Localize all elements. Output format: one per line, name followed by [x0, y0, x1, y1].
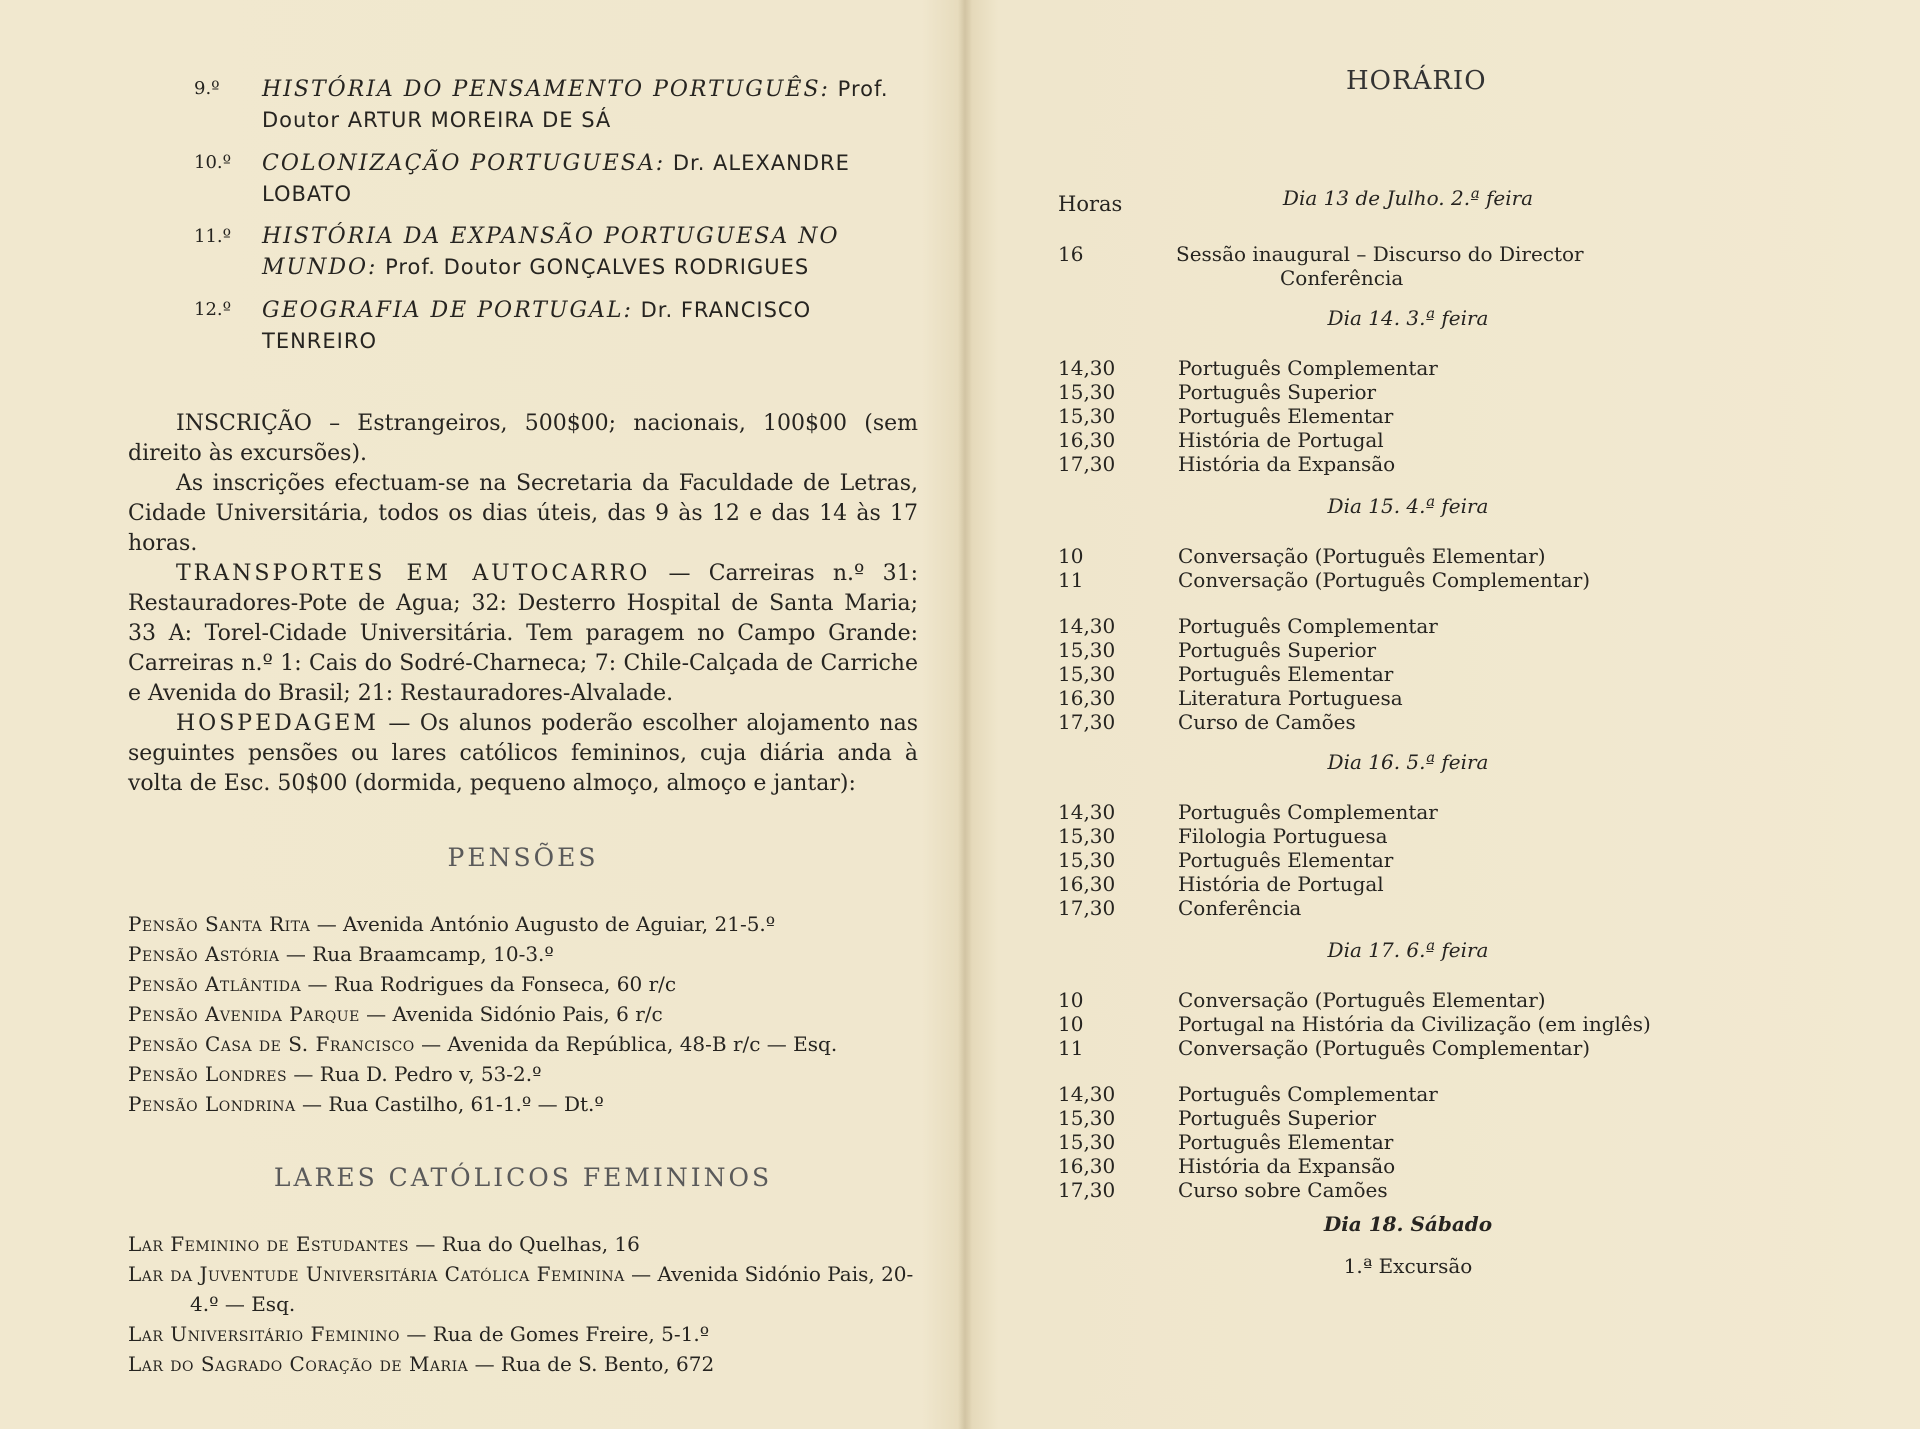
schedule-item: História da Expansão	[1178, 452, 1396, 476]
schedule-item: Conferência	[1178, 896, 1302, 920]
schedule-hour: 14,30	[1058, 800, 1116, 824]
pensao-address: — Rua Braamcamp, 10-3.º	[279, 942, 554, 966]
lar-address: — Rua de Gomes Freire, 5-1.º	[399, 1322, 710, 1346]
course-item	[128, 295, 918, 357]
lares-list	[128, 1229, 918, 1379]
course-lecturer: Dr. ALEXANDRE LOBATO	[262, 151, 850, 206]
course-number: 9.º	[194, 78, 220, 99]
schedule-item: Filologia Portuguesa	[1178, 824, 1388, 848]
course-number: 12.º	[194, 299, 232, 320]
schedule-hour: 11	[1058, 1036, 1084, 1060]
schedule-hour: 17,30	[1058, 710, 1116, 734]
schedule-hour: 17,30	[1058, 452, 1116, 476]
lar-address: — Rua do Quelhas, 16	[408, 1232, 640, 1256]
course-lecturer: Prof. Doutor GONÇALVES RODRIGUES	[377, 255, 810, 279]
schedule-item: Português Superior	[1178, 1106, 1377, 1130]
schedule-hour: 11	[1058, 568, 1084, 592]
pensao-address: — Avenida Sidónio Pais, 6 r/c	[359, 1002, 663, 1026]
schedule-item: Português Elementar	[1178, 662, 1394, 686]
schedule-hour: 14,30	[1058, 356, 1116, 380]
list-item	[128, 1089, 918, 1119]
schedule-item: Conferência	[1280, 266, 1404, 290]
list-item	[128, 939, 918, 969]
course-lecturer: Prof. Doutor ARTUR MOREIRA DE SÁ	[262, 77, 889, 132]
schedule-hour: 15,30	[1058, 404, 1116, 428]
pensao-address: — Avenida António Augusto de Aguiar, 21-5.º	[310, 912, 776, 936]
schedule-item: Português Complementar	[1178, 800, 1438, 824]
day-heading: Dia 18. Sábado	[1323, 1212, 1493, 1236]
schedule-hour: 15,30	[1058, 662, 1116, 686]
schedule-item: Literatura Portuguesa	[1178, 686, 1403, 710]
schedule-hour: 15,30	[1058, 1130, 1116, 1154]
schedule-item: História da Expansão	[1178, 1154, 1396, 1178]
hospedagem-text: — Os alunos poderão escolher alojamento nas seguintes pensões ou lares católicos femininos, cuja diária anda à volta de Esc. 50$00 (dormida, pequeno almoço, almoço e jantar):	[128, 711, 918, 796]
course-title: HISTÓRIA DA EXPANSÃO PORTUGUESA NO MUNDO:	[262, 224, 840, 280]
excursion-item: 1.ª Excursão	[1343, 1254, 1473, 1278]
schedule-item: Português Elementar	[1178, 848, 1394, 872]
schedule-hour: 14,30	[1058, 614, 1116, 638]
pensoes-list	[128, 909, 918, 1119]
schedule-item: Conversação (Português Elementar)	[1178, 988, 1546, 1012]
lar-name: Lar Feminino de Estudantes	[128, 1232, 409, 1256]
pensao-name: Pensão Londrina	[128, 1092, 296, 1116]
gutter-fold	[958, 0, 972, 1429]
pensao-address: — Rua Rodrigues da Fonseca, 60 r/c	[301, 972, 677, 996]
schedule-hour: 17,30	[1058, 1178, 1116, 1202]
pensao-address: — Rua D. Pedro v, 53-2.º	[287, 1062, 542, 1086]
course-item	[128, 222, 918, 283]
schedule-item: Português Elementar	[1178, 1130, 1394, 1154]
list-item	[128, 999, 918, 1029]
schedule-hour: 16	[1058, 242, 1084, 266]
schedule-hour: 16,30	[1058, 428, 1116, 452]
lar-name: Lar Universitário Feminino	[128, 1322, 400, 1346]
day-heading: Dia 16. 5.ª feira	[1327, 750, 1489, 774]
schedule-item: Português Complementar	[1178, 614, 1438, 638]
schedule-hour: 15,30	[1058, 638, 1116, 662]
lar-name: Lar do Sagrado Coração de Maria	[128, 1352, 469, 1376]
lar-name: Lar da Juventude Universitária Católica Feminina	[128, 1262, 625, 1286]
list-item	[128, 909, 918, 939]
inscricoes-paragraph: As inscrições efectuam-se na Secretaria da Faculdade de Letras, Cidade Universitária, todos os dias úteis, das 9 às 12 e das 14 às 17 horas.	[128, 471, 918, 556]
schedule-item: Curso de Camões	[1178, 710, 1356, 734]
course-title: GEOGRAFIA DE PORTUGAL:	[262, 298, 633, 323]
schedule-hour: 17,30	[1058, 896, 1116, 920]
list-item	[128, 1229, 918, 1259]
schedule-hour: 10	[1058, 544, 1084, 568]
hospedagem-paragraph	[128, 709, 918, 799]
day-heading: Dia 15. 4.ª feira	[1327, 494, 1489, 518]
day-heading: Dia 14. 3.ª feira	[1327, 306, 1489, 330]
inscricao-paragraph: INSCRIÇÃO – Estrangeiros, 500$00; nacionais, 100$00 (sem direito às excursões).	[128, 411, 918, 466]
schedule-hour: 16,30	[1058, 1154, 1116, 1178]
schedule-hour: 16,30	[1058, 872, 1116, 896]
list-item	[128, 1319, 918, 1349]
pensao-name: Pensão Londres	[128, 1062, 288, 1086]
lares-heading: LARES CATÓLICOS FEMININOS	[273, 1163, 773, 1192]
course-title: COLONIZAÇÃO PORTUGUESA:	[262, 151, 666, 176]
schedule-item: História de Portugal	[1178, 872, 1384, 896]
schedule-hour: 15,30	[1058, 824, 1116, 848]
course-item	[128, 148, 918, 210]
schedule-item: Português Elementar	[1178, 404, 1394, 428]
course-title: HISTÓRIA DO PENSAMENTO PORTUGUÊS:	[262, 77, 830, 102]
list-item	[128, 969, 918, 999]
schedule-item: Portugal na História da Civilização (em inglês)	[1178, 1012, 1651, 1036]
schedule-item: Sessão inaugural – Discurso do Director	[1176, 242, 1584, 266]
schedule-hour: 10	[1058, 1012, 1084, 1036]
page-title: HORÁRIO	[1346, 66, 1487, 96]
course-number: 11.º	[194, 226, 232, 247]
day-heading: Dia 13 de Julho. 2.ª feira	[1282, 186, 1534, 210]
schedule-item: Conversação (Português Complementar)	[1178, 1036, 1591, 1060]
schedule-hour: 15,30	[1058, 380, 1116, 404]
schedule-item: História de Portugal	[1178, 428, 1384, 452]
lar-address: — Rua de S. Bento, 672	[468, 1352, 715, 1376]
schedule-item: Conversação (Português Elementar)	[1178, 544, 1546, 568]
schedule-hour: 15,30	[1058, 848, 1116, 872]
horas-column-header: Horas	[1058, 192, 1123, 216]
schedule-hour: 15,30	[1058, 1106, 1116, 1130]
schedule-hour: 14,30	[1058, 1082, 1116, 1106]
pensao-name: Pensão Atlântida	[128, 972, 302, 996]
schedule-item: Português Complementar	[1178, 1082, 1438, 1106]
transportes-label: TRANSPORTES EM AUTOCARRO	[176, 561, 651, 586]
schedule-hour: 10	[1058, 988, 1084, 1012]
schedule-item: Português Superior	[1178, 380, 1377, 404]
pensao-name: Pensão Avenida Parque	[128, 1002, 360, 1026]
hospedagem-label: HOSPEDAGEM	[176, 711, 379, 736]
schedule-item: Curso sobre Camões	[1178, 1178, 1388, 1202]
course-item	[128, 74, 918, 136]
pensao-address: — Avenida da República, 48-B r/c — Esq.	[414, 1032, 838, 1056]
list-item	[128, 1349, 918, 1379]
pensoes-heading: PENSÕES	[447, 843, 599, 872]
list-item	[128, 1259, 918, 1319]
lar-address: — Avenida Sidónio Pais, 20-4.º — Esq.	[190, 1262, 914, 1316]
day-heading: Dia 17. 6.ª feira	[1327, 938, 1489, 962]
schedule-item: Português Complementar	[1178, 356, 1438, 380]
pensao-name: Pensão Astória	[128, 942, 280, 966]
left-page	[128, 74, 918, 1379]
transportes-text: — Carreiras n.º 31: Restauradores-Pote de Agua; 32: Desterro Hospital de Santa Maria; 33 A: Torel-Cidade Universitária. Tem paragem no Campo Grande: Carreiras n.º 1: Cais do Sodré-Charneca; 7: Chile-Calçada de Carriche e Avenida do Brasil; 21: Restauradores-Alvalade.	[128, 561, 918, 706]
transportes-paragraph	[128, 559, 918, 709]
pensao-name: Pensão Santa Rita	[128, 912, 311, 936]
pensao-name: Pensão Casa de S. Francisco	[128, 1032, 415, 1056]
list-item	[128, 1059, 918, 1089]
schedule-hour: 16,30	[1058, 686, 1116, 710]
schedule-item: Conversação (Português Complementar)	[1178, 568, 1591, 592]
pensao-address: — Rua Castilho, 61-1.º — Dt.º	[295, 1092, 604, 1116]
course-lecturer: Dr. FRANCISCO TENREIRO	[262, 298, 812, 353]
schedule-item: Português Superior	[1178, 638, 1377, 662]
course-number: 10.º	[194, 152, 232, 173]
list-item	[128, 1029, 918, 1059]
